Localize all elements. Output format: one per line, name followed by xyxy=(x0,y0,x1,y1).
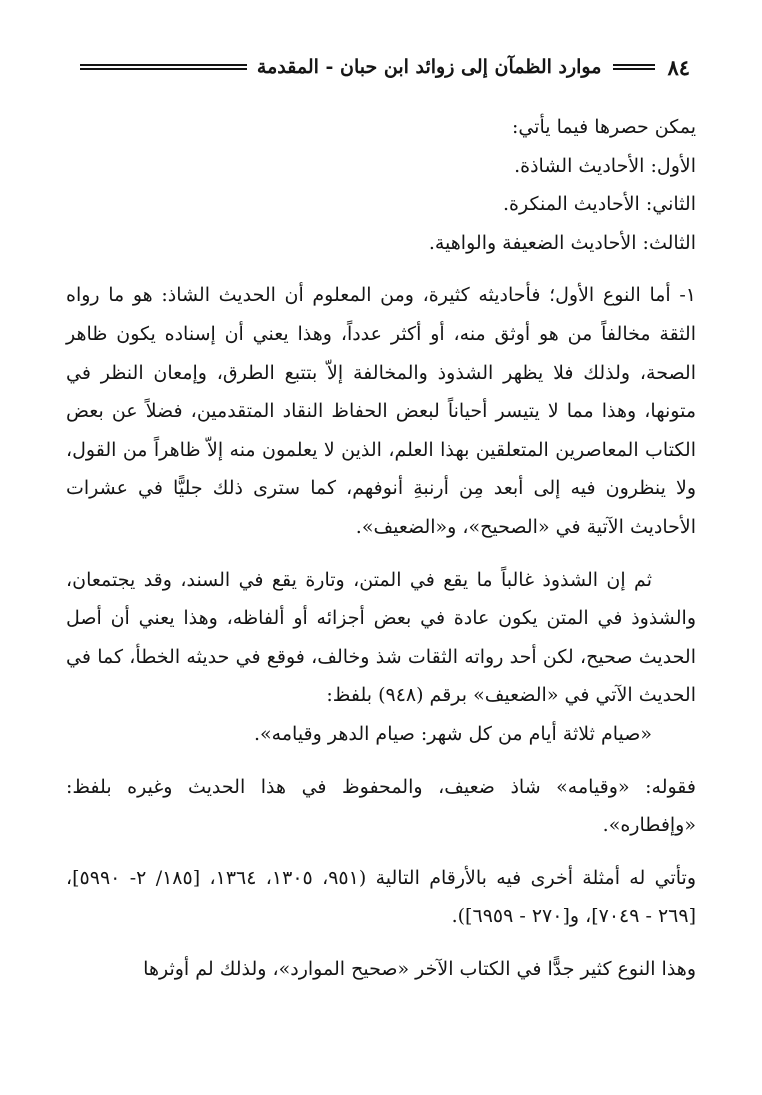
paragraph-qiyamuh-note: فقوله: «وقيامه» شاذ ضعيف، والمحفوظ في هذا الحديث وغيره بلفظ: «وإفطاره». xyxy=(66,775,696,837)
paragraph-shadh-definition: ١- أما النوع الأول؛ فأحاديثه كثيرة، ومن المعلوم أن الحديث الشاذ: هو ما رواه الثقة مخالفاً من هو أوثق منه، أو أكثر عدداً، وهذا يعني أن إسناده يكون ظاهر الصحة، ولذلك فلا يظهر الشذوذ والمخالفة إلاّ بتتبع الطرق، وإمعان النظر في متونها، وهذا مما لا يتيسر أحياناً لبعض الحفاظ النقاد المتقدمين، فضلاً عن بعض الكتاب المعاصرين المتعلقين بهذا العلم، الذين لا يعلمون منه إلاّ ظاهراً من القول، ولا ينظرون فيه إلى أبعد مِن أرنبةِ أنوفهم، كما سترى ذلك جليًّا في عشرات الأحاديث الآتية في «الصحيح»، و«الضعيف». xyxy=(66,284,696,538)
list-item-second: الثاني: الأحاديث المنكرة. xyxy=(502,193,696,216)
paragraph-more-examples: وتأتي له أمثلة أخرى فيه بالأرقام التالية (٩٥١، ١٣٠٥، ١٣٦٤، [١٨٥/ ٢- ٥٩٩٠]، [٢٦٩ - ٧٠٤٩]، و[٢٧٠ - ٦٩٥٩]). xyxy=(66,866,696,928)
header-rule-left xyxy=(80,64,247,70)
page-body xyxy=(66,108,696,988)
list-item-first: الأول: الأحاديث الشاذة. xyxy=(514,154,696,177)
hadith-quote: «صيام ثلاثة أيام من كل شهر: صيام الدهر وقيامه». xyxy=(254,722,652,745)
list-intro: يمكن حصرها فيما يأتي: xyxy=(511,116,696,138)
list-item-third: الثالث: الأحاديث الضعيفة والواهية. xyxy=(428,231,696,254)
page-number: ٨٤ xyxy=(667,54,690,80)
running-title: موارد الظمآن إلى زوائد ابن حبان - المقدمة xyxy=(256,56,602,78)
header-rule-right xyxy=(613,64,655,70)
paragraph-sahih-mawarid: وهذا النوع كثير جدًّا في الكتاب الآخر «صحيح الموارد»، ولذلك لم أوثرها xyxy=(143,957,696,980)
paragraph-shadh-in-matn: ثم إن الشذوذ غالباً ما يقع في المتن، وتارة يقع في السند، وقد يجتمعان، والشذوذ في المتن يكون عادة في بعض أجزائه أو ألفاظه، وهذا يعني أن أصل الحديث صحيح، لكن أحد رواته الثقات شذ وخالف، فوقع في حديثه الخطأ، كما في الحديث الآتي في «الضعيف» برقم (٩٤٨) بلفظ: xyxy=(66,568,696,707)
running-header xyxy=(70,52,690,82)
